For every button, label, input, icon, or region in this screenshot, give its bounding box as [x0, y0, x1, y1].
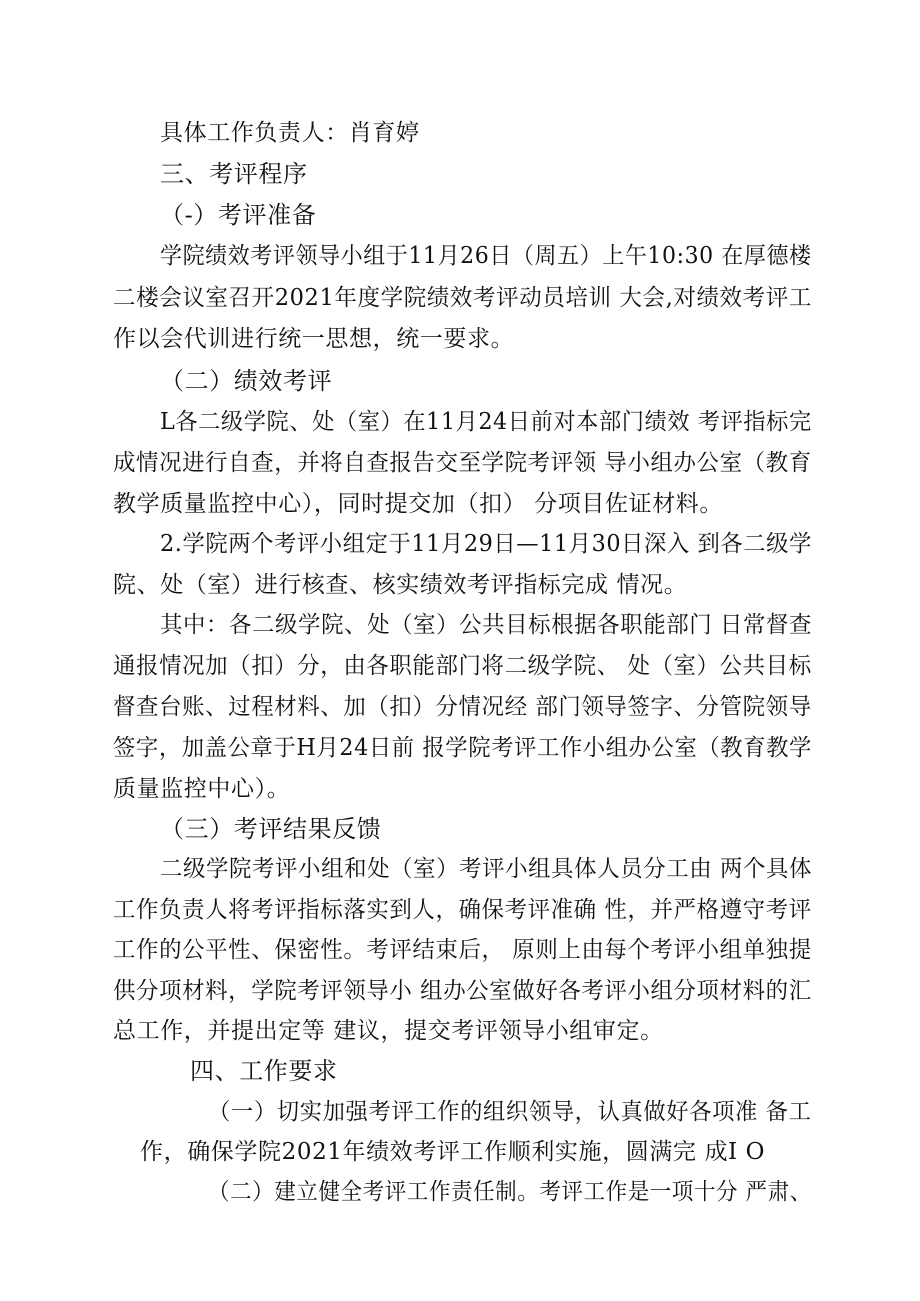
paragraph-line: 作以会代训进行统一思想，统一要求。 [113, 326, 515, 352]
paragraph-line: （二）建立健全考评工作责任制。考评工作是一项十分 严肃、 [208, 1179, 812, 1205]
subsection-heading-evaluation: （二）绩效考评 [160, 367, 333, 395]
paragraph-line: 其中：各二级学院、处（室）公共目标根据各职能部门 日常督查 [160, 612, 813, 638]
paragraph-line: 督查台账、过程材料、加（扣）分情况经 部门领导签字、分管院领导 [113, 694, 812, 720]
section-heading-procedure: 三、考评程序 [160, 160, 308, 188]
paragraph-line: 供分项材料，学院考评领导小 组办公室做好各考评小组分项材料的汇 [113, 978, 812, 1004]
paragraph-line: 质量监控中心）。 [113, 776, 291, 802]
paragraph-line: 学院绩效考评领导小组于11月26日（周五）上午10:30 在厚德楼 [160, 243, 812, 269]
paragraph-line: 通报情况加（扣）分，由各职能部门将二级学院、 处（室）公共目标 [113, 653, 812, 679]
paragraph-line: 教学质量监控中心），同时提交加（扣） 分项目佐证材料。 [113, 491, 724, 517]
paragraph-line: 作，确保学院2021年绩效考评工作顺利实施，圆满完 成I O [140, 1139, 766, 1165]
paragraph-line: 签字，加盖公章于H月24日前 报学院考评工作小组办公室（教育教学 [113, 735, 812, 761]
paragraph-line: 工作负责人将考评指标落实到人，确保考评准确 性，并严格遵守考评 [113, 897, 812, 923]
paragraph-line: 成情况进行自查，并将自查报告交至学院考评领 导小组办公室（教育 [113, 450, 812, 476]
paragraph-line: 工作的公平性、保密性。考评结束后， 原则上由每个考评小组单独提 [113, 937, 812, 963]
subsection-heading-feedback: （三）考评结果反馈 [160, 815, 382, 843]
subsection-heading-preparation: （-）考评准备 [160, 201, 317, 229]
paragraph-line: L各二级学院、处（室）在11月24日前对本部门绩效 考评指标完 [160, 409, 812, 435]
paragraph-line: 总工作，并提出定等 建议，提交考评领导小组审定。 [113, 1018, 664, 1044]
paragraph-line: （一）切实加强考评工作的组织领导，认真做好各项准 备工 [208, 1099, 812, 1125]
paragraph-line: 2.学院两个考评小组定于11月29日—11月30日深入 到各二级学 [160, 531, 812, 557]
paragraph-line: 二楼会议室召开2021年度学院绩效考评动员培训 大会,对绩效考评工 [113, 285, 812, 311]
paragraph-line: 二级学院考评小组和处（室）考评小组具体人员分工由 两个具体 [160, 856, 813, 882]
section-heading-requirements: 四、工作要求 [190, 1057, 338, 1085]
paragraph-line: 院、处（室）进行核查、核实绩效考评指标完成 情况。 [113, 572, 688, 598]
responsible-person-line: 具体工作负责人：肖育婷 [160, 120, 420, 146]
